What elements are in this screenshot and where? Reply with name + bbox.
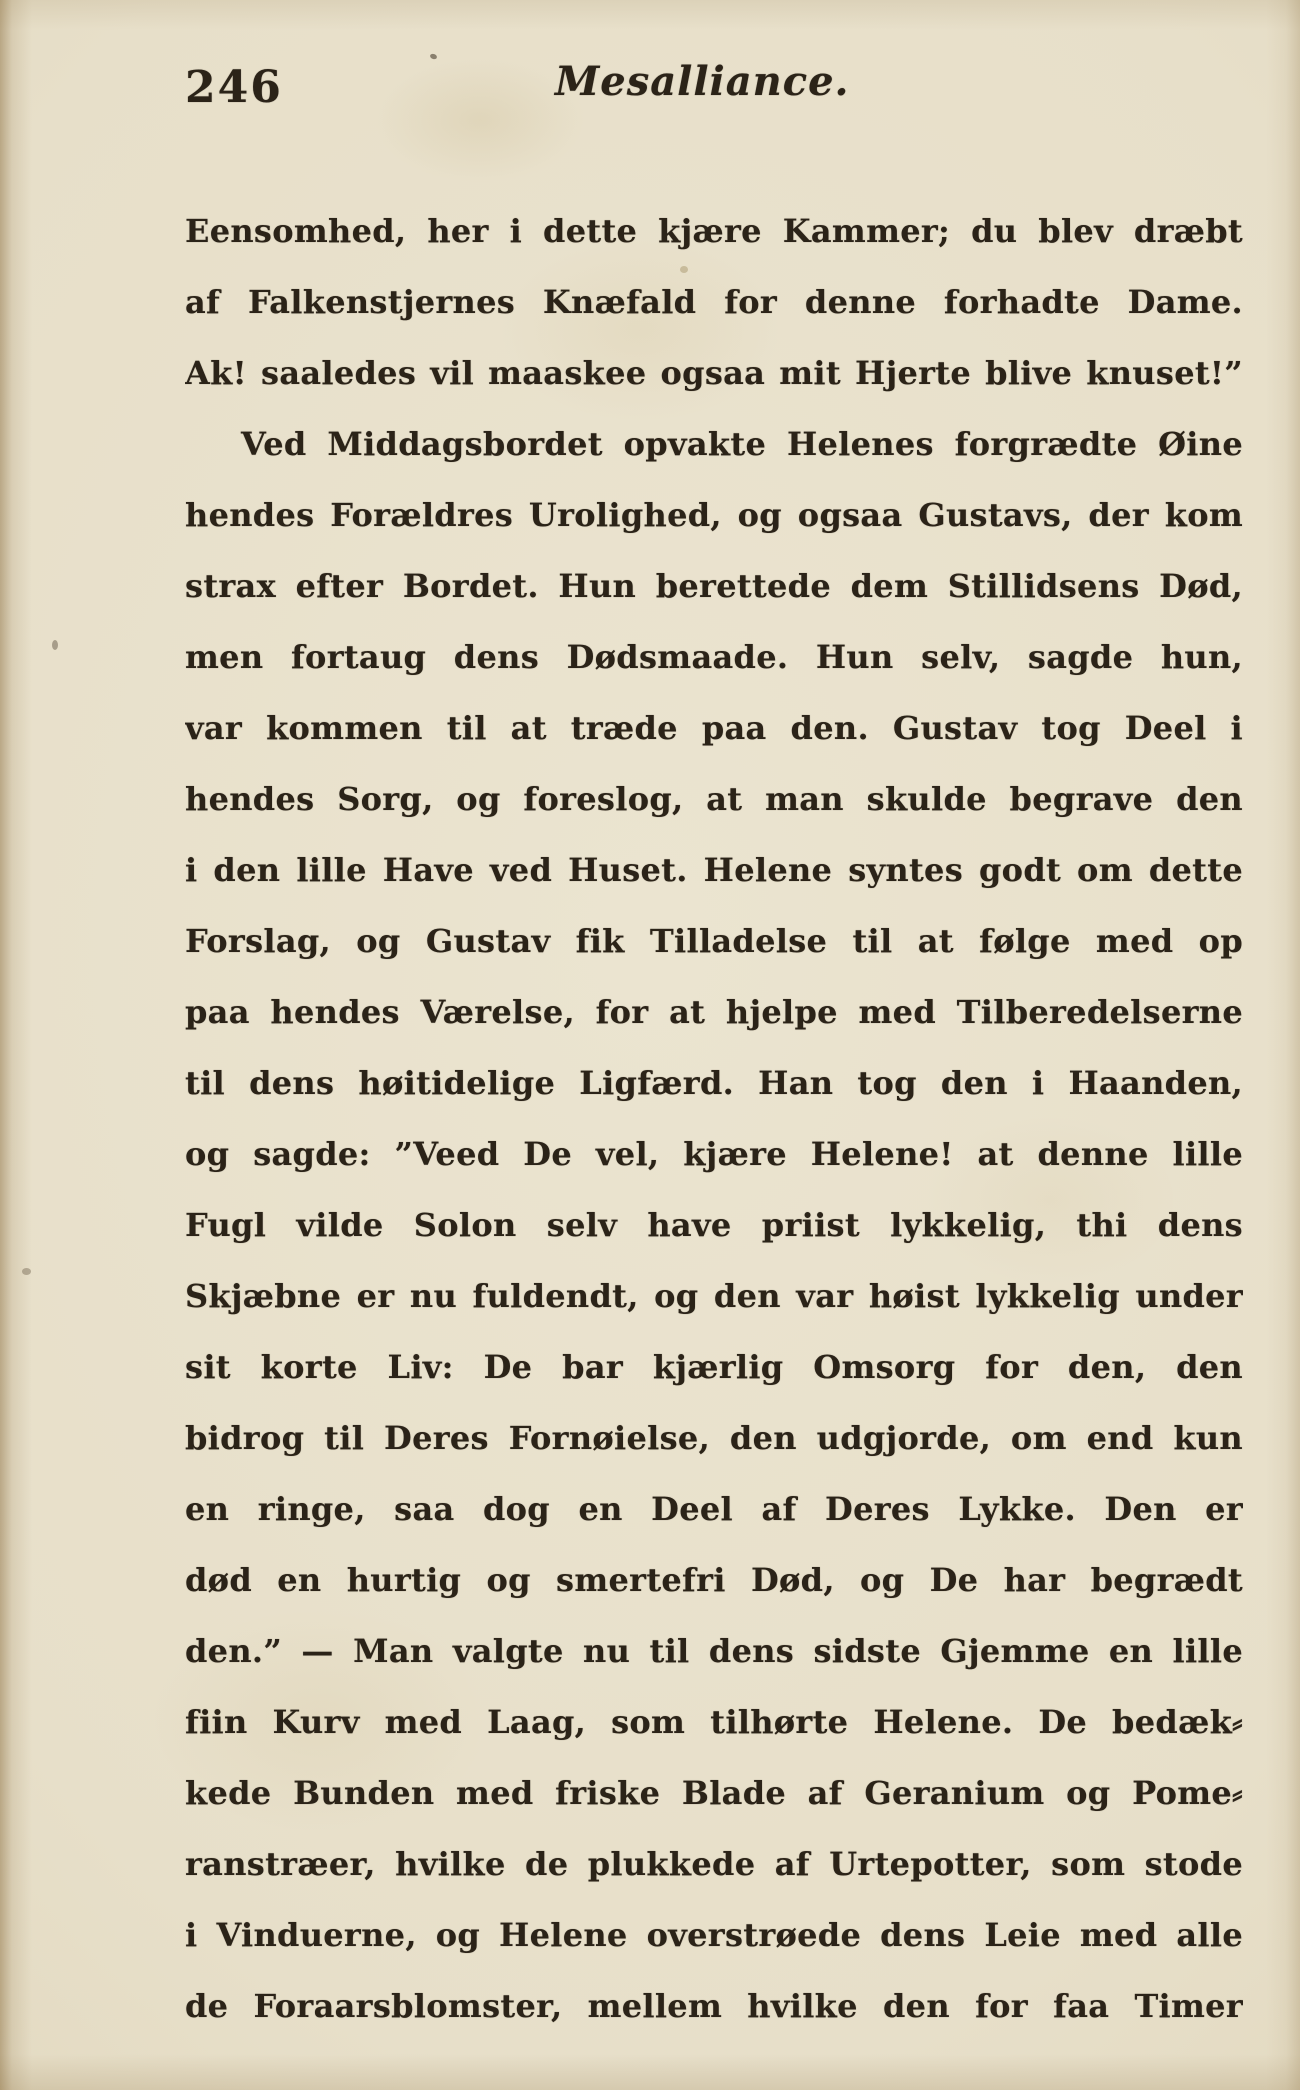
text-line: og sagde: ”Veed De vel, kjære Helene! at denne lille xyxy=(185,1135,1243,1173)
text-line: død en hurtig og smertefri Død, og De har begrædt xyxy=(185,1561,1243,1599)
paper-speck xyxy=(429,53,437,60)
text-line: i den lille Have ved Huset. Helene syntes godt om dette xyxy=(185,851,1243,889)
text-line: Forslag, og Gustav fik Tilladelse til at følge med op xyxy=(185,922,1243,960)
text-line: sit korte Liv: De bar kjærlig Omsorg for den, den xyxy=(185,1348,1243,1386)
text-line: men fortaug dens Dødsmaade. Hun selv, sagde hun, xyxy=(185,638,1243,676)
text-line: hendes Forældres Urolighed, og ogsaa Gustavs, der kom xyxy=(185,496,1243,534)
text-line: i Vinduerne, og Helene overstrøede dens Leie med alle xyxy=(185,1916,1243,1954)
text-line: til dens høitidelige Ligfærd. Han tog den i Haanden, xyxy=(185,1064,1243,1102)
running-title: Mesalliance. xyxy=(555,58,850,105)
text-line: fiin Kurv med Laag, som tilhørte Helene. De bedæk⸗ xyxy=(185,1703,1243,1741)
text-line: Eensomhed, her i dette kjære Kammer; du blev dræbt xyxy=(185,212,1243,250)
paper-speck xyxy=(52,640,58,650)
page-number: 246 xyxy=(185,62,283,113)
text-line: bidrog til Deres Fornøielse, den udgjorde, om end kun xyxy=(185,1419,1243,1457)
body-text-block xyxy=(185,196,1243,2042)
text-line: var kommen til at træde paa den. Gustav tog Deel i xyxy=(185,709,1243,747)
text-line: en ringe, saa dog en Deel af Deres Lykke. Den er xyxy=(185,1490,1243,1528)
text-line: Fugl vilde Solon selv have priist lykkelig, thi dens xyxy=(185,1206,1243,1244)
text-line: Ved Middagsbordet opvakte Helenes forgrædte Øine xyxy=(241,425,1243,463)
text-line: de Foraarsblomster, mellem hvilke den for faa Timer xyxy=(185,1987,1243,2025)
text-line: Skjæbne er nu fuldendt, og den var høist lykkelig under xyxy=(185,1277,1243,1315)
text-line: paa hendes Værelse, for at hjelpe med Tilberedelserne xyxy=(185,993,1243,1031)
text-line: ranstræer, hvilke de plukkede af Urtepotter, som stode xyxy=(185,1845,1243,1883)
paper-speck xyxy=(22,1268,31,1275)
text-line: strax efter Bordet. Hun berettede dem Stillidsens Død, xyxy=(185,567,1243,605)
text-line: af Falkenstjernes Knæfald for denne forhadte Dame. xyxy=(185,283,1243,321)
text-line: kede Bunden med friske Blade af Geranium og Pome⸗ xyxy=(185,1774,1243,1812)
text-line: hendes Sorg, og foreslog, at man skulde begrave den xyxy=(185,780,1243,818)
text-line: den.” — Man valgte nu til dens sidste Gjemme en lille xyxy=(185,1632,1243,1670)
text-line: Ak! saaledes vil maaskee ogsaa mit Hjerte blive knuset!” xyxy=(185,354,1243,392)
